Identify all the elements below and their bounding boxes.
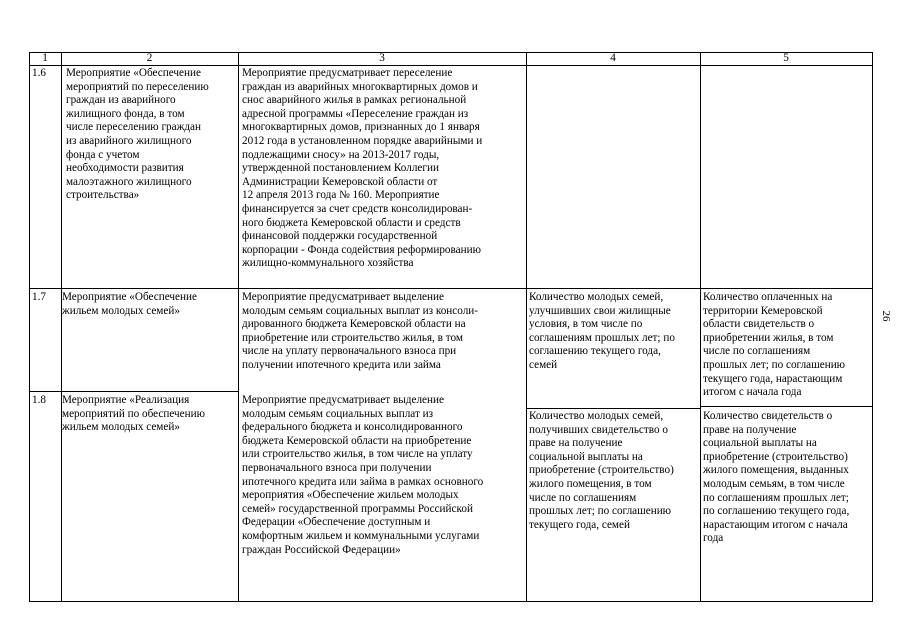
header-col-5: 5 [783,52,789,64]
header-col-2: 2 [146,52,153,64]
row-1-6-description: Мероприятие предусматривает переселение граждан из аварийных многоквартирных домов и снос аварийного жилья в рамках региональной адресной программы «Переселение граждан из многоквартирных домов, признанных до 1 января 2012 года в установленном порядке аварийными и подлежащими сносу» на 2013-2017 годы, утвержденной постановлением Коллегии Администрации Кемеровской области от 12 апреля 2013 года № 160. Мероприятие финансируется за счет средств консолидирован- ного бюджета Кемеровской области и средств финансовой поддержки государственной корпорации - Фонда содействия реформированию жилищно-коммунального хозяйства [242,67,483,270]
row-1-7-number: 1.7 [32,291,46,303]
row-1-7-method: Количество оплаченных на территории Кемеровской области свидетельств о приобретении жилья, в том числе по соглашениям прошлых лет; по соглашению текущего года, нарастающим итогом с начала года [703,291,846,399]
row-1-8-method: Количество свидетельств о праве на получение социальной выплаты на приобретение (строительство) жилого помещения, выданных молодым семьям, в том числе по соглашениям прошлых лет; по соглашению текущего года, нарастающим итогом с начала года [703,410,850,545]
row-1-7-bottom-border-right [700,406,873,407]
col-border-0 [29,52,30,602]
row-1-6-number: 1.6 [32,67,46,79]
header-col-4: 4 [610,52,616,64]
row-1-8-name: Мероприятие «Реализация мероприятий по обеспечению жильем молодых семей» [62,394,205,434]
row-1-7-name: Мероприятие «Обеспечение жильем молодых семей» [62,291,197,317]
col-border-2 [238,52,239,602]
row-1-7-indicator: Количество молодых семей, улучшивших свои жилищные условия, в том числе по соглашениям прошлых лет; по соглашению текущего года, семей [529,291,675,371]
row-1-8-indicator: Количество молодых семей, получивших свидетельство о праве на получение социальной выплаты на приобретение (строительство) жилого помещения, в том числе по соглашениям прошлых лет; по соглашению текущего года, семей [529,410,674,531]
row-1-6-name: Мероприятие «Обеспечение мероприятий по переселению граждан из аварийного жилищного фонда, в том числе переселению граждан из аварийного жилищного фонда с учетом необходимости развития малоэтажного жилищного строительства» [66,67,209,202]
header-col-1: 1 [42,52,48,64]
row-1-8-number: 1.8 [32,394,46,406]
row-1-8-description: Мероприятие предусматривает выделение молодым семьям социальных выплат из федерального бюджета и консолидированного бюджета Кемеровской области на приобретение или строительство жилья, в том числе на уплату первоначального взноса при получении ипотечного кредита или займа в рамках основного мероприятия «Обеспечение жильем молодых семей» государственной программы Российской Федерации «Обеспечение доступным и комфортным жильем и коммунальными услугами граждан Российской Федерации» [242,394,484,556]
table-bottom-border [29,601,873,602]
col-border-3 [526,52,527,602]
row-1-7-bottom-border-mid [526,408,701,409]
header-col-3: 3 [379,52,385,64]
page-number: 26 [880,310,892,322]
row-1-7-description: Мероприятие предусматривает выделение молодым семьям социальных выплат из консоли- дированного бюджета Кемеровской области на приобретение или строительство жилья, в том числе на уплату первоначального взноса при получении ипотечного кредита или займа [242,291,479,371]
col-border-1 [61,52,62,602]
row-1-6-bottom-border [29,288,873,289]
